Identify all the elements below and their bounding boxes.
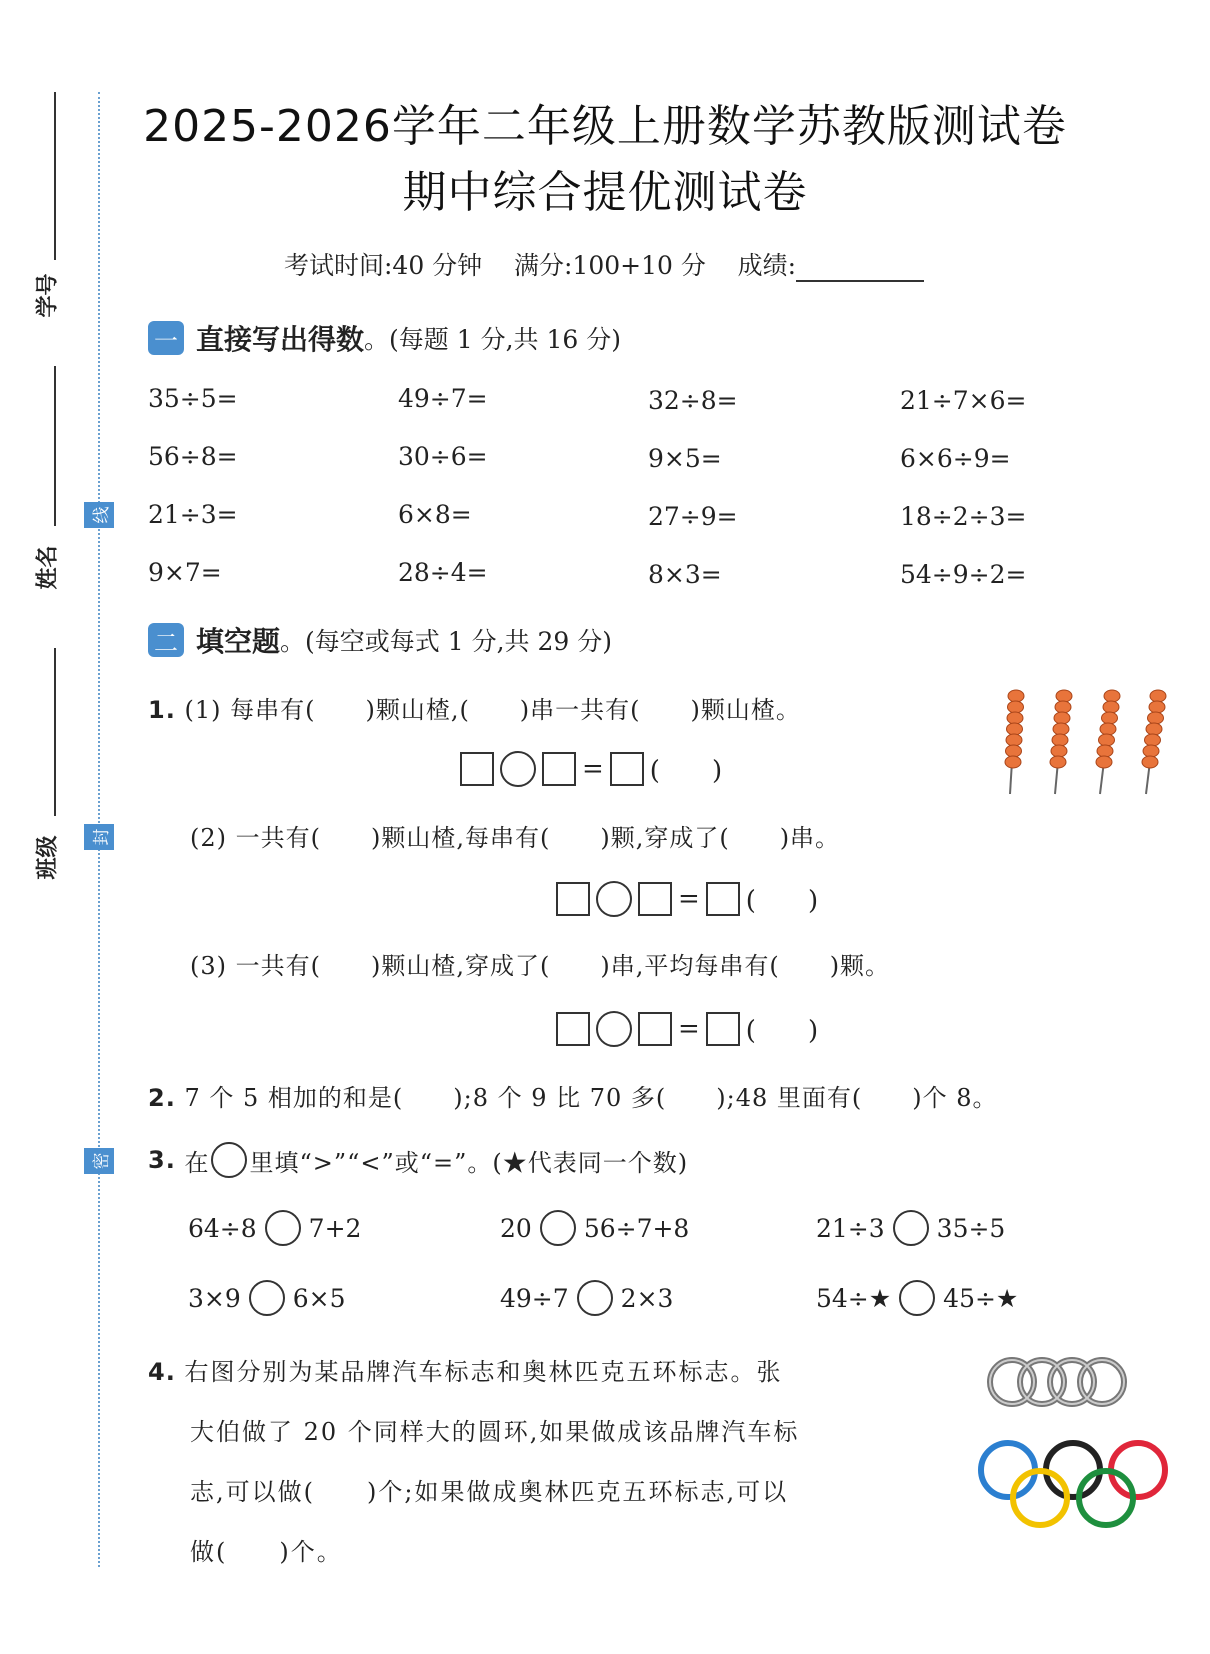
compare-item xyxy=(500,1280,673,1316)
equals-sign: = xyxy=(678,883,700,914)
answer-box[interactable] xyxy=(706,1012,740,1046)
compare-right: 6×5 xyxy=(292,1283,346,1313)
q2 xyxy=(148,1078,998,1113)
section2-title: 填空题 xyxy=(196,625,281,658)
calc-item: 6×8= xyxy=(398,500,472,529)
compare-item xyxy=(500,1210,689,1246)
q1-part3: (3) 一共有( )颗山楂,穿成了( )串,平均每串有( )颗。 xyxy=(190,952,891,980)
calc-item: 6×6÷9= xyxy=(900,444,1011,473)
section1-note: 。(每题 1 分,共 16 分) xyxy=(364,325,621,354)
hawthorn-stick xyxy=(1005,690,1024,794)
q2-text: 7 个 5 相加的和是( );8 个 9 比 70 多( );48 里面有( )个 8。 xyxy=(184,1084,998,1112)
q1-part1 xyxy=(148,690,801,725)
q3-number: 3. xyxy=(148,1146,176,1174)
unit-paren: ( ) xyxy=(649,756,723,786)
calc-item: 21÷7×6= xyxy=(900,386,1027,415)
compare-right: 7+2 xyxy=(308,1213,362,1243)
page-subtitle: 期中综合提优测试卷 xyxy=(402,167,808,218)
answer-box[interactable] xyxy=(460,752,494,786)
answer-box[interactable] xyxy=(610,752,644,786)
exam-info xyxy=(284,246,924,282)
calc-item: 27÷9= xyxy=(648,502,738,531)
circle-symbol-icon xyxy=(211,1142,247,1178)
q3 xyxy=(148,1142,688,1178)
operator-circle[interactable] xyxy=(596,1011,632,1047)
answer-box[interactable] xyxy=(556,1012,590,1046)
calc-item: 8×3= xyxy=(648,560,722,589)
cut-mark-mi: 密 xyxy=(84,1148,114,1174)
q4-line2: 大伯做了 20 个同样大的圆环,如果做成该品牌汽车标 xyxy=(190,1418,800,1446)
hawthorn-stick xyxy=(1142,690,1166,794)
hawthorn-stick xyxy=(1096,690,1120,794)
q1-equation-1 xyxy=(460,750,728,787)
operator-circle[interactable] xyxy=(500,751,536,787)
answer-box[interactable] xyxy=(638,882,672,916)
student-id-label: 学号 xyxy=(34,273,61,318)
q4-number: 4. xyxy=(148,1358,176,1386)
compare-item xyxy=(188,1280,346,1316)
score-label: 成绩: xyxy=(737,251,797,280)
calc-item: 30÷6= xyxy=(398,442,488,471)
calc-item: 35÷5= xyxy=(148,384,238,413)
hawthorn-stick xyxy=(1050,690,1072,794)
calc-item: 49÷7= xyxy=(398,384,488,413)
q1-number: 1. xyxy=(148,696,176,724)
compare-left: 64÷8 xyxy=(188,1213,257,1243)
equals-sign: = xyxy=(678,1013,700,1044)
q4-line4: 做( )个。 xyxy=(190,1538,343,1566)
q1-part1-text: (1) 每串有( )颗山楂,( )串一共有( )颗山楂。 xyxy=(184,696,801,724)
q1-part2: (2) 一共有( )颗山楂,每串有( )颗,穿成了( )串。 xyxy=(190,824,841,852)
compare-left: 20 xyxy=(500,1213,532,1243)
compare-left: 49÷7 xyxy=(500,1283,569,1313)
name-label: 姓名 xyxy=(34,545,61,590)
q3-pre: 在 xyxy=(184,1148,210,1177)
section1-title: 直接写出得数 xyxy=(196,323,365,356)
calc-item: 21÷3= xyxy=(148,500,238,529)
hawthorn-sticks-image xyxy=(996,686,1176,796)
answer-box[interactable] xyxy=(706,882,740,916)
section1-heading xyxy=(148,318,621,358)
compare-left: 21÷3 xyxy=(816,1213,885,1243)
calc-item: 56÷8= xyxy=(148,442,238,471)
q4-line3: 志,可以做( )个;如果做成奥林匹克五环标志,可以 xyxy=(190,1478,789,1506)
compare-right: 35÷5 xyxy=(936,1213,1006,1243)
exam-time: 考试时间:40 分钟 xyxy=(284,251,483,280)
compare-left: 54÷★ xyxy=(816,1283,892,1313)
answer-box[interactable] xyxy=(542,752,576,786)
class-line xyxy=(54,648,56,816)
q4-text: 右图分别为某品牌汽车标志和奥林匹克五环标志。张 xyxy=(184,1358,783,1386)
equals-sign: = xyxy=(582,753,604,784)
unit-paren: ( ) xyxy=(745,886,819,916)
compare-item xyxy=(188,1210,361,1246)
q3-post: 里填“>”“<”或“=”。(★代表同一个数) xyxy=(249,1148,689,1177)
operator-circle[interactable] xyxy=(596,881,632,917)
q2-number: 2. xyxy=(148,1084,176,1112)
section2-note: 。(每空或每式 1 分,共 29 分) xyxy=(280,627,612,656)
compare-circle[interactable] xyxy=(899,1280,935,1316)
answer-box[interactable] xyxy=(638,1012,672,1046)
calc-item: 9×7= xyxy=(148,558,222,587)
score-field[interactable] xyxy=(796,256,924,282)
full-score: 满分:100+10 分 xyxy=(513,251,706,280)
compare-circle[interactable] xyxy=(577,1280,613,1316)
section2-badge: 二 xyxy=(148,623,184,657)
name-line xyxy=(54,366,56,526)
compare-right: 2×3 xyxy=(620,1283,674,1313)
section1-badge: 一 xyxy=(148,321,184,355)
answer-box[interactable] xyxy=(556,882,590,916)
q1-equation-3 xyxy=(556,1010,824,1047)
compare-left: 3×9 xyxy=(188,1283,241,1313)
page-title: 2025-2026学年二年级上册数学苏教版测试卷 xyxy=(143,101,1067,152)
calc-item: 28÷4= xyxy=(398,558,488,587)
unit-paren: ( ) xyxy=(745,1016,819,1046)
compare-item xyxy=(816,1280,1018,1316)
section2-heading xyxy=(148,620,612,660)
car-brand-logo xyxy=(984,1354,1132,1414)
compare-circle[interactable] xyxy=(893,1210,929,1246)
compare-circle[interactable] xyxy=(540,1210,576,1246)
cut-mark-feng: 封 xyxy=(84,824,114,850)
compare-item xyxy=(816,1210,1005,1246)
calc-item: 18÷2÷3= xyxy=(900,502,1027,531)
olympic-rings-logo xyxy=(976,1436,1170,1536)
class-label: 班级 xyxy=(34,835,61,880)
compare-right: 56÷7+8 xyxy=(583,1213,690,1243)
q4-line1 xyxy=(148,1352,782,1387)
calc-item: 9×5= xyxy=(648,444,722,473)
calc-item: 32÷8= xyxy=(648,386,738,415)
compare-circle[interactable] xyxy=(265,1210,301,1246)
q1-equation-2 xyxy=(556,880,824,917)
cut-mark-xian: 线 xyxy=(84,502,114,528)
compare-right: 45÷★ xyxy=(943,1283,1019,1313)
compare-circle[interactable] xyxy=(249,1280,285,1316)
calc-item: 54÷9÷2= xyxy=(900,560,1027,589)
